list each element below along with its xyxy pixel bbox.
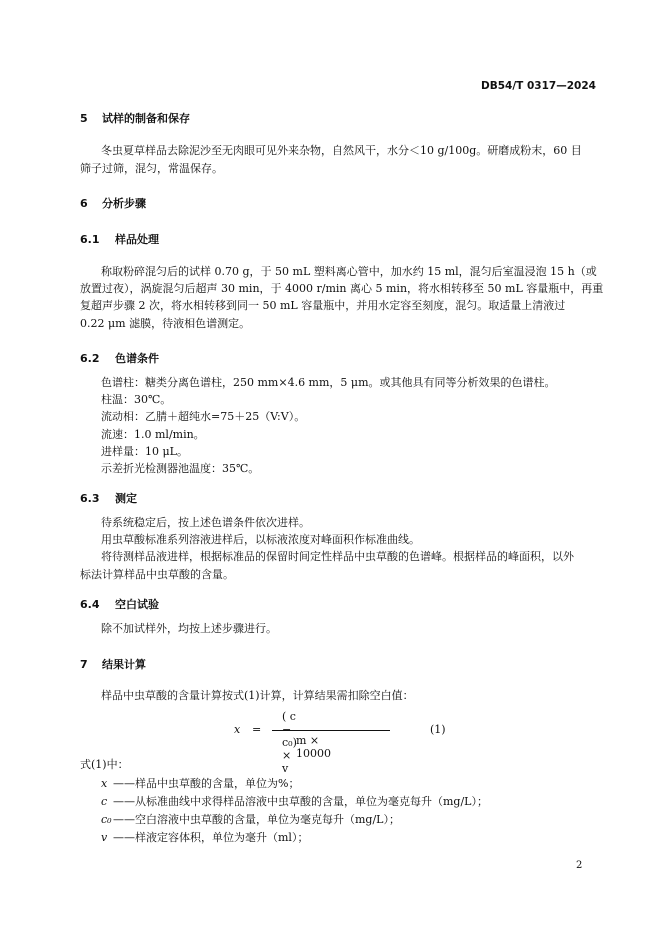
document-code: DB54/T 0317—2024	[481, 80, 596, 92]
paragraph-line: 筛子过筛，混匀，常温保存。	[80, 162, 223, 175]
paragraph-line: 样品中虫草酸的含量计算按式(1)计算，计算结果需扣除空白值：	[101, 689, 414, 702]
section-number: 6	[80, 197, 88, 210]
definition-symbol: c	[101, 795, 108, 808]
section-title: 空白试验	[115, 598, 159, 611]
subsection-heading-6-3	[80, 490, 137, 506]
definition-symbol: v	[101, 831, 108, 844]
formula-denominator: m × 10000	[296, 734, 331, 760]
where-label: 式(1)中：	[80, 758, 129, 771]
definition-text: ——空白溶液中虫草酸的含量，单位为毫克每升（mg/L）；	[113, 813, 400, 826]
formula-lhs: x	[234, 723, 241, 736]
subsection-heading-6-4	[80, 596, 159, 612]
paragraph-line: 除不加试样外，均按上述步骤进行。	[101, 622, 277, 635]
definition-text: ——样液定容体积，单位为毫升（ml）；	[113, 831, 309, 844]
paragraph-line: 用虫草酸标准系列溶液进样后，以标液浓度对峰面积作标准曲线。	[101, 533, 420, 546]
section-number: 6.3	[80, 492, 100, 505]
section-number: 6.1	[80, 233, 100, 246]
definition-symbol: c₀	[101, 813, 112, 826]
definition-item	[101, 775, 299, 791]
subsection-heading-6-2	[80, 350, 159, 366]
paragraph-line: 称取粉碎混匀后的试样 0.70 g，于 50 mL 塑料离心管中，加水约 15 ml，混匀后室温浸泡 15 h（或	[101, 265, 597, 278]
fraction-bar	[272, 730, 390, 731]
section-title: 结果计算	[102, 658, 146, 671]
definition-symbol: x	[101, 777, 108, 790]
paragraph-line: 复超声步骤 2 次，将水相转移到同一 50 mL 容量瓶中，并用水定容至刻度，混匀。取适量上清液过	[80, 299, 566, 312]
section-title: 测定	[115, 492, 137, 505]
condition-line: 色谱柱：糖类分离色谱柱，250 mm×4.6 mm，5 μm。或其他具有同等分析效果的色谱柱。	[101, 376, 556, 389]
section-heading-6	[80, 195, 146, 211]
definition-text: ——从标准曲线中求得样品溶液中虫草酸的含量，单位为毫克每升（mg/L）；	[113, 795, 488, 808]
section-number: 6.2	[80, 352, 100, 365]
paragraph-line: 将待测样品液进样，根据标准品的保留时间定性样品中虫草酸的色谱峰。根据样品的峰面积，以外	[101, 550, 574, 563]
section-heading-7	[80, 656, 146, 672]
condition-line: 流速：1.0 ml/min。	[101, 428, 205, 441]
paragraph-line: 冬虫夏草样品去除泥沙至无肉眼可见外来杂物，自然风干，水分＜10 g/100g。研磨成粉末，60 目	[101, 144, 582, 157]
section-number: 6.4	[80, 598, 100, 611]
section-title: 色谱条件	[115, 352, 159, 365]
paragraph-line: 标法计算样品中虫草酸的含量。	[80, 568, 234, 581]
definition-text: ——样品中虫草酸的含量，单位为%；	[113, 777, 300, 790]
condition-line: 示差折光检测器池温度：35℃。	[101, 462, 260, 475]
definition-item	[101, 793, 488, 809]
definition-item	[101, 811, 400, 827]
condition-line: 进样量：10 μL。	[101, 445, 188, 458]
paragraph-line: 待系统稳定后，按上述色谱条件依次进样。	[101, 516, 310, 529]
page-number: 2	[576, 860, 583, 871]
formula-equals: =	[252, 723, 262, 736]
section-number: 5	[80, 112, 88, 125]
condition-line: 流动相：乙腈＋超纯水=75＋25（V:V）。	[101, 410, 306, 423]
section-heading-5	[80, 110, 190, 126]
section-title: 分析步骤	[102, 197, 146, 210]
section-title: 试样的制备和保存	[102, 112, 190, 125]
section-title: 样品处理	[115, 233, 159, 246]
formula-numerator: ( c c₀) × v	[282, 710, 297, 775]
section-number: 7	[80, 658, 88, 671]
paragraph-line: 0.22 μm 滤膜，待液相色谱测定。	[80, 317, 251, 330]
equation-number: (1)	[430, 723, 446, 736]
paragraph-line: 放置过夜），涡旋混匀后超声 30 min，于 4000 r/min 离心 5 min，将水相转移至 50 mL 容量瓶中，再重	[80, 282, 604, 295]
definition-item	[101, 829, 308, 845]
condition-line: 柱温：30℃。	[101, 393, 172, 406]
subsection-heading-6-1	[80, 231, 159, 247]
